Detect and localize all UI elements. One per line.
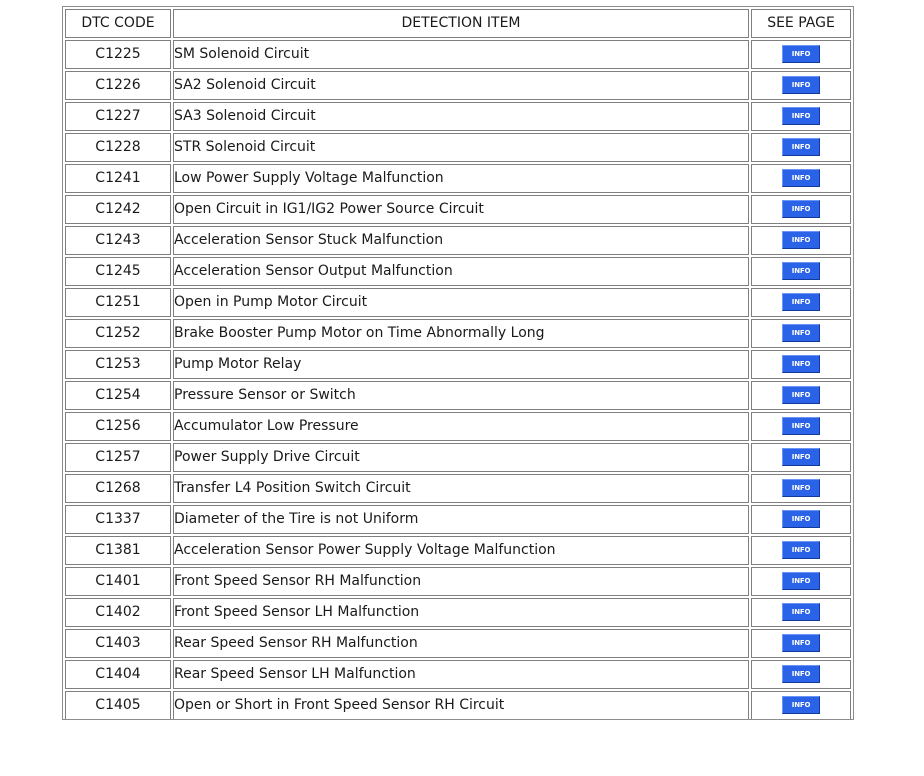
detection-item-cell: Acceleration Sensor Stuck Malfunction xyxy=(173,226,749,255)
info-button[interactable]: INFO xyxy=(782,200,820,218)
dtc-code-cell: C1403 xyxy=(65,629,171,658)
see-page-cell xyxy=(751,319,851,348)
see-page-cell xyxy=(751,71,851,100)
dtc-code-cell: C1227 xyxy=(65,102,171,131)
info-button[interactable]: INFO xyxy=(782,448,820,466)
detection-item-cell: Open or Short in Front Speed Sensor RH Circuit xyxy=(173,691,749,720)
table-row xyxy=(65,505,851,534)
info-button[interactable]: INFO xyxy=(782,665,820,683)
dtc-code-cell: C1402 xyxy=(65,598,171,627)
info-button[interactable]: INFO xyxy=(782,293,820,311)
info-button[interactable]: INFO xyxy=(782,417,820,435)
dtc-table xyxy=(63,7,853,720)
dtc-table-container xyxy=(62,6,854,720)
table-row xyxy=(65,350,851,379)
table-row xyxy=(65,536,851,565)
detection-item-cell: Low Power Supply Voltage Malfunction xyxy=(173,164,749,193)
dtc-code-cell: C1245 xyxy=(65,257,171,286)
see-page-cell xyxy=(751,226,851,255)
table-row xyxy=(65,598,851,627)
dtc-code-cell: C1228 xyxy=(65,133,171,162)
table-row xyxy=(65,164,851,193)
table-row xyxy=(65,133,851,162)
dtc-code-cell: C1241 xyxy=(65,164,171,193)
dtc-code-cell: C1226 xyxy=(65,71,171,100)
table-row xyxy=(65,319,851,348)
detection-item-cell: STR Solenoid Circuit xyxy=(173,133,749,162)
see-page-cell xyxy=(751,288,851,317)
header-detection-item: DETECTION ITEM xyxy=(173,9,749,38)
detection-item-cell: Brake Booster Pump Motor on Time Abnormally Long xyxy=(173,319,749,348)
info-button[interactable]: INFO xyxy=(782,696,820,714)
detection-item-cell: Power Supply Drive Circuit xyxy=(173,443,749,472)
table-row xyxy=(65,257,851,286)
info-button[interactable]: INFO xyxy=(782,603,820,621)
dtc-code-cell: C1257 xyxy=(65,443,171,472)
detection-item-cell: Acceleration Sensor Power Supply Voltage Malfunction xyxy=(173,536,749,565)
detection-item-cell: Front Speed Sensor RH Malfunction xyxy=(173,567,749,596)
see-page-cell xyxy=(751,536,851,565)
detection-item-cell: SM Solenoid Circuit xyxy=(173,40,749,69)
detection-item-cell: Diameter of the Tire is not Uniform xyxy=(173,505,749,534)
dtc-code-cell: C1405 xyxy=(65,691,171,720)
see-page-cell xyxy=(751,350,851,379)
table-header-row xyxy=(65,9,851,38)
info-button[interactable]: INFO xyxy=(782,138,820,156)
detection-item-cell: Accumulator Low Pressure xyxy=(173,412,749,441)
see-page-cell xyxy=(751,257,851,286)
detection-item-cell: Pressure Sensor or Switch xyxy=(173,381,749,410)
table-row xyxy=(65,691,851,720)
see-page-cell xyxy=(751,40,851,69)
detection-item-cell: Rear Speed Sensor RH Malfunction xyxy=(173,629,749,658)
dtc-code-cell: C1401 xyxy=(65,567,171,596)
see-page-cell xyxy=(751,443,851,472)
detection-item-cell: SA2 Solenoid Circuit xyxy=(173,71,749,100)
table-row xyxy=(65,660,851,689)
info-button[interactable]: INFO xyxy=(782,324,820,342)
dtc-code-cell: C1268 xyxy=(65,474,171,503)
info-button[interactable]: INFO xyxy=(782,231,820,249)
see-page-cell xyxy=(751,412,851,441)
table-row xyxy=(65,567,851,596)
see-page-cell xyxy=(751,629,851,658)
dtc-code-cell: C1381 xyxy=(65,536,171,565)
dtc-code-cell: C1256 xyxy=(65,412,171,441)
see-page-cell xyxy=(751,660,851,689)
table-row xyxy=(65,412,851,441)
info-button[interactable]: INFO xyxy=(782,76,820,94)
table-row xyxy=(65,40,851,69)
see-page-cell xyxy=(751,133,851,162)
dtc-code-cell: C1225 xyxy=(65,40,171,69)
info-button[interactable]: INFO xyxy=(782,107,820,125)
see-page-cell xyxy=(751,567,851,596)
table-row xyxy=(65,226,851,255)
table-row xyxy=(65,629,851,658)
table-row xyxy=(65,71,851,100)
table-row xyxy=(65,195,851,224)
info-button[interactable]: INFO xyxy=(782,479,820,497)
dtc-code-cell: C1243 xyxy=(65,226,171,255)
table-row xyxy=(65,288,851,317)
see-page-cell xyxy=(751,505,851,534)
table-body xyxy=(65,40,851,720)
info-button[interactable]: INFO xyxy=(782,169,820,187)
info-button[interactable]: INFO xyxy=(782,262,820,280)
header-dtc-code: DTC CODE xyxy=(65,9,171,38)
dtc-code-cell: C1404 xyxy=(65,660,171,689)
dtc-code-cell: C1337 xyxy=(65,505,171,534)
table-row xyxy=(65,381,851,410)
info-button[interactable]: INFO xyxy=(782,386,820,404)
detection-item-cell: Rear Speed Sensor LH Malfunction xyxy=(173,660,749,689)
dtc-code-cell: C1253 xyxy=(65,350,171,379)
table-row xyxy=(65,474,851,503)
dtc-code-cell: C1251 xyxy=(65,288,171,317)
detection-item-cell: Transfer L4 Position Switch Circuit xyxy=(173,474,749,503)
see-page-cell xyxy=(751,598,851,627)
dtc-code-cell: C1254 xyxy=(65,381,171,410)
see-page-cell xyxy=(751,195,851,224)
detection-item-cell: SA3 Solenoid Circuit xyxy=(173,102,749,131)
table-row xyxy=(65,102,851,131)
detection-item-cell: Open in Pump Motor Circuit xyxy=(173,288,749,317)
detection-item-cell: Front Speed Sensor LH Malfunction xyxy=(173,598,749,627)
see-page-cell xyxy=(751,164,851,193)
detection-item-cell: Acceleration Sensor Output Malfunction xyxy=(173,257,749,286)
dtc-code-cell: C1242 xyxy=(65,195,171,224)
info-button[interactable]: INFO xyxy=(782,45,820,63)
see-page-cell xyxy=(751,102,851,131)
see-page-cell xyxy=(751,381,851,410)
header-see-page: SEE PAGE xyxy=(751,9,851,38)
detection-item-cell: Pump Motor Relay xyxy=(173,350,749,379)
see-page-cell xyxy=(751,474,851,503)
see-page-cell xyxy=(751,691,851,720)
info-button[interactable]: INFO xyxy=(782,541,820,559)
info-button[interactable]: INFO xyxy=(782,510,820,528)
info-button[interactable]: INFO xyxy=(782,355,820,373)
info-button[interactable]: INFO xyxy=(782,572,820,590)
table-row xyxy=(65,443,851,472)
detection-item-cell: Open Circuit in IG1/IG2 Power Source Circuit xyxy=(173,195,749,224)
dtc-code-cell: C1252 xyxy=(65,319,171,348)
info-button[interactable]: INFO xyxy=(782,634,820,652)
